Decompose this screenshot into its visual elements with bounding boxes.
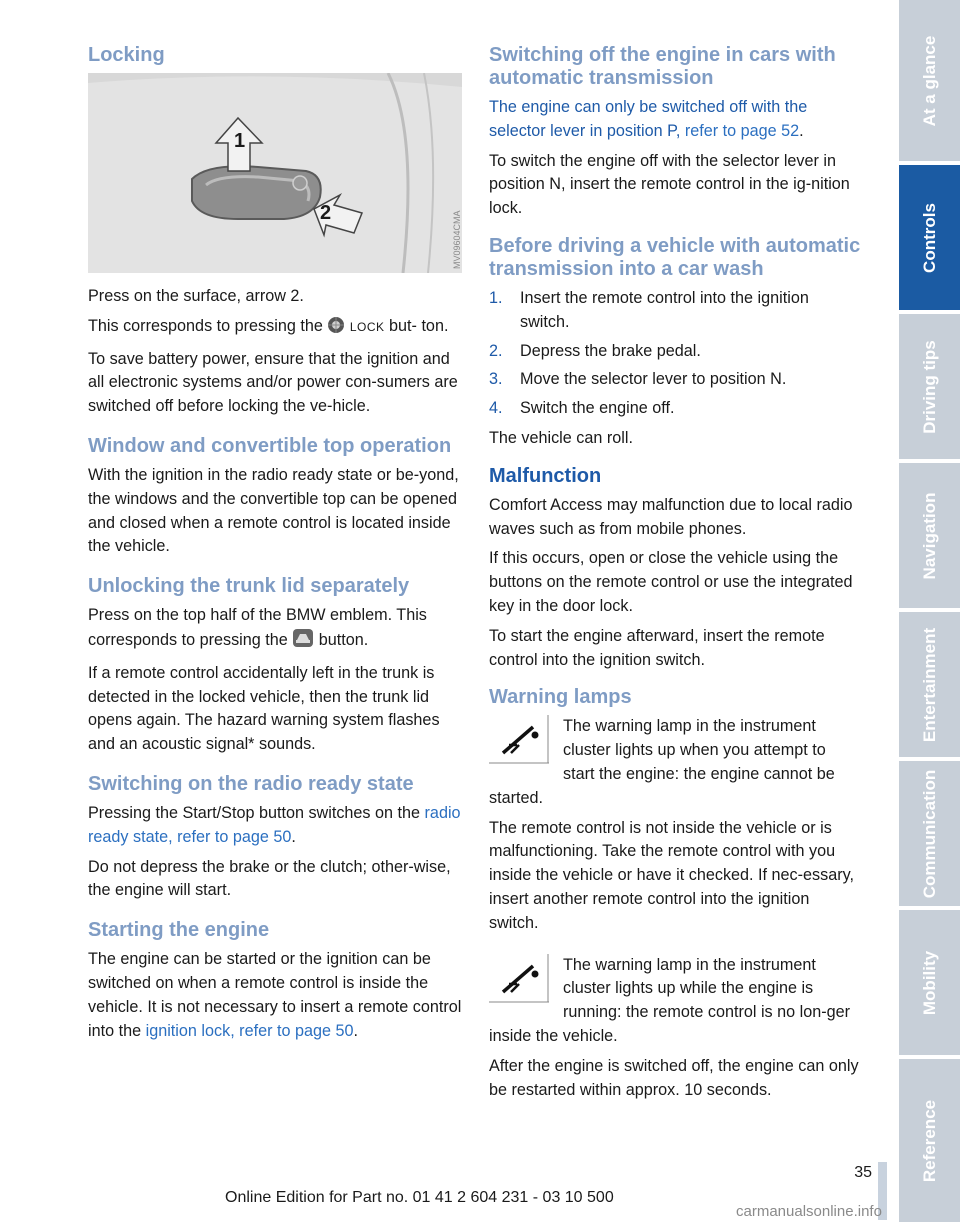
tab-reference[interactable]: Reference: [899, 1059, 960, 1222]
radio-p1: Pressing the Start/Stop button switches on the radio ready state, refer to page 50.: [88, 803, 461, 846]
heading-radio: Switching on the radio ready state: [88, 772, 414, 795]
heading-warning-lamps: Warning lamps: [489, 686, 632, 709]
locking-p1: Press on the surface, arrow 2.: [88, 287, 304, 305]
key-warning-lamp-icon: [489, 954, 549, 1004]
warning-lamp-2: The warning lamp in the instrument cluster lights up while the engine is running: the remote control is no lon-ger inside the vehicle.: [489, 955, 851, 1045]
tab-entertainment[interactable]: Entertainment: [899, 612, 960, 757]
heading-locking: Locking: [88, 44, 165, 66]
lock-label: LOCK: [349, 319, 385, 334]
key-warning-lamp-icon: [489, 715, 549, 765]
warning-p2: After the engine is switched off, the engine can only be restarted within approx. 10 seconds.: [489, 1056, 859, 1099]
tab-mobility[interactable]: Mobility: [899, 910, 960, 1055]
list-item: 2. Depress the brake pedal.: [489, 341, 701, 360]
malfunction-p1: Comfort Access may malfunction due to local radio waves such as from mobile phones.: [489, 495, 853, 538]
heading-trunk: Unlocking the trunk lid separately: [88, 575, 410, 598]
list-item: 3. Move the selector lever to position N.: [489, 370, 787, 389]
heading-car-wash: Before driving a vehicle with automatic transmission into a car wash: [489, 234, 861, 280]
switch-off-note: The engine can only be switched off with the selector lever in position P, refer to page 52.: [489, 98, 808, 140]
malfunction-p2: If this occurs, open or close the vehicle using the buttons on the remote control or use the integrated key in the door lock.: [489, 549, 853, 615]
door-handle-figure: [88, 73, 462, 273]
radio-p2: Do not depress the brake or the clutch; other-wise, the engine will start.: [88, 857, 451, 900]
heading-window: Window and convertible top operation: [88, 434, 452, 457]
locking-p2: This corresponds to pressing the LOCK but- ton.: [88, 315, 462, 342]
heading-starting: Starting the engine: [88, 919, 270, 942]
tab-controls[interactable]: Controls: [899, 165, 960, 310]
switch-off-p1: To switch the engine off with the selector lever in position N, insert the remote control in the ig-nition lock.: [489, 151, 850, 218]
figure-label-1: 1: [234, 130, 246, 152]
tab-driving-tips[interactable]: Driving tips: [899, 314, 960, 459]
right-column: [489, 44, 861, 1108]
trunk-p1: Press on the top half of the BMW emblem. This corresponds to pressing the button.: [88, 604, 462, 656]
figure-label-2: 2: [320, 202, 332, 224]
tab-navigation[interactable]: Navigation: [899, 463, 960, 608]
left-column: [88, 44, 462, 1049]
car-wash-steps: [489, 287, 861, 421]
starting-p1: The engine can be started or the ignition can be switched on when a remote control is inside the vehicle. It is not necessary to insert a remote control into the ignition lock, refer to page 50.: [88, 950, 462, 1040]
warning-p1: The remote control is not inside the vehicle or is malfunctioning. Take the remote control with you inside the vehicle or have it checked. If nec-essary, insert another remote control into the ignition switch.: [489, 818, 855, 932]
heading-malfunction: Malfunction: [489, 464, 602, 487]
chapter-sidebar: [899, 0, 960, 1222]
heading-switch-off: Switching off the engine in cars with automatic transmission: [489, 44, 836, 89]
car-wash-p1: The vehicle can roll.: [489, 428, 633, 447]
warning-lamp-1: The warning lamp in the instrument cluster lights up when you attempt to start the engine: the engine cannot be started.: [489, 717, 835, 807]
tab-at-a-glance[interactable]: At a glance: [899, 0, 960, 161]
door-handle-illustration: [88, 73, 462, 273]
figure-code: [450, 191, 462, 271]
selector-lever-link[interactable]: refer to page 52: [684, 121, 800, 140]
list-item: 1. Insert the remote control into the ignition switch.: [489, 288, 809, 331]
malfunction-p3: To start the engine afterward, insert the remote control into the ignition switch.: [489, 626, 825, 669]
watermark: carmanualsonline.info: [736, 1203, 882, 1220]
radio-link[interactable]: radio ready state, refer to page 50: [88, 803, 461, 846]
locking-p3: To save battery power, ensure that the ignition and all electronic systems and/or power con-sumers are switched off before locking the ve-hicle.: [88, 349, 458, 416]
trunk-p2: If a remote control accidentally left in the trunk is detected in the locked vehicle, then the trunk lid opens again. The hazard warning system flashes and an acoustic signal* sounds.: [88, 663, 440, 754]
window-p1: With the ignition in the radio ready state or be-yond, the windows and the convertible top can be opened and closed when a remote control is located inside the vehicle.: [88, 465, 459, 556]
trunk-button-icon: [292, 628, 314, 656]
ignition-link[interactable]: ignition lock, refer to page 50: [145, 1021, 354, 1040]
svg-text:MV09604CMA: MV09604CMA: [452, 210, 462, 269]
tab-communication[interactable]: Communication: [899, 761, 960, 906]
lock-button-icon: [327, 316, 345, 342]
footer-edition: Online Edition for Part no. 01 41 2 604 231 - 03 10 500: [225, 1189, 614, 1206]
page-number: 35: [854, 1164, 872, 1181]
list-item: 4. Switch the engine off.: [489, 399, 675, 418]
